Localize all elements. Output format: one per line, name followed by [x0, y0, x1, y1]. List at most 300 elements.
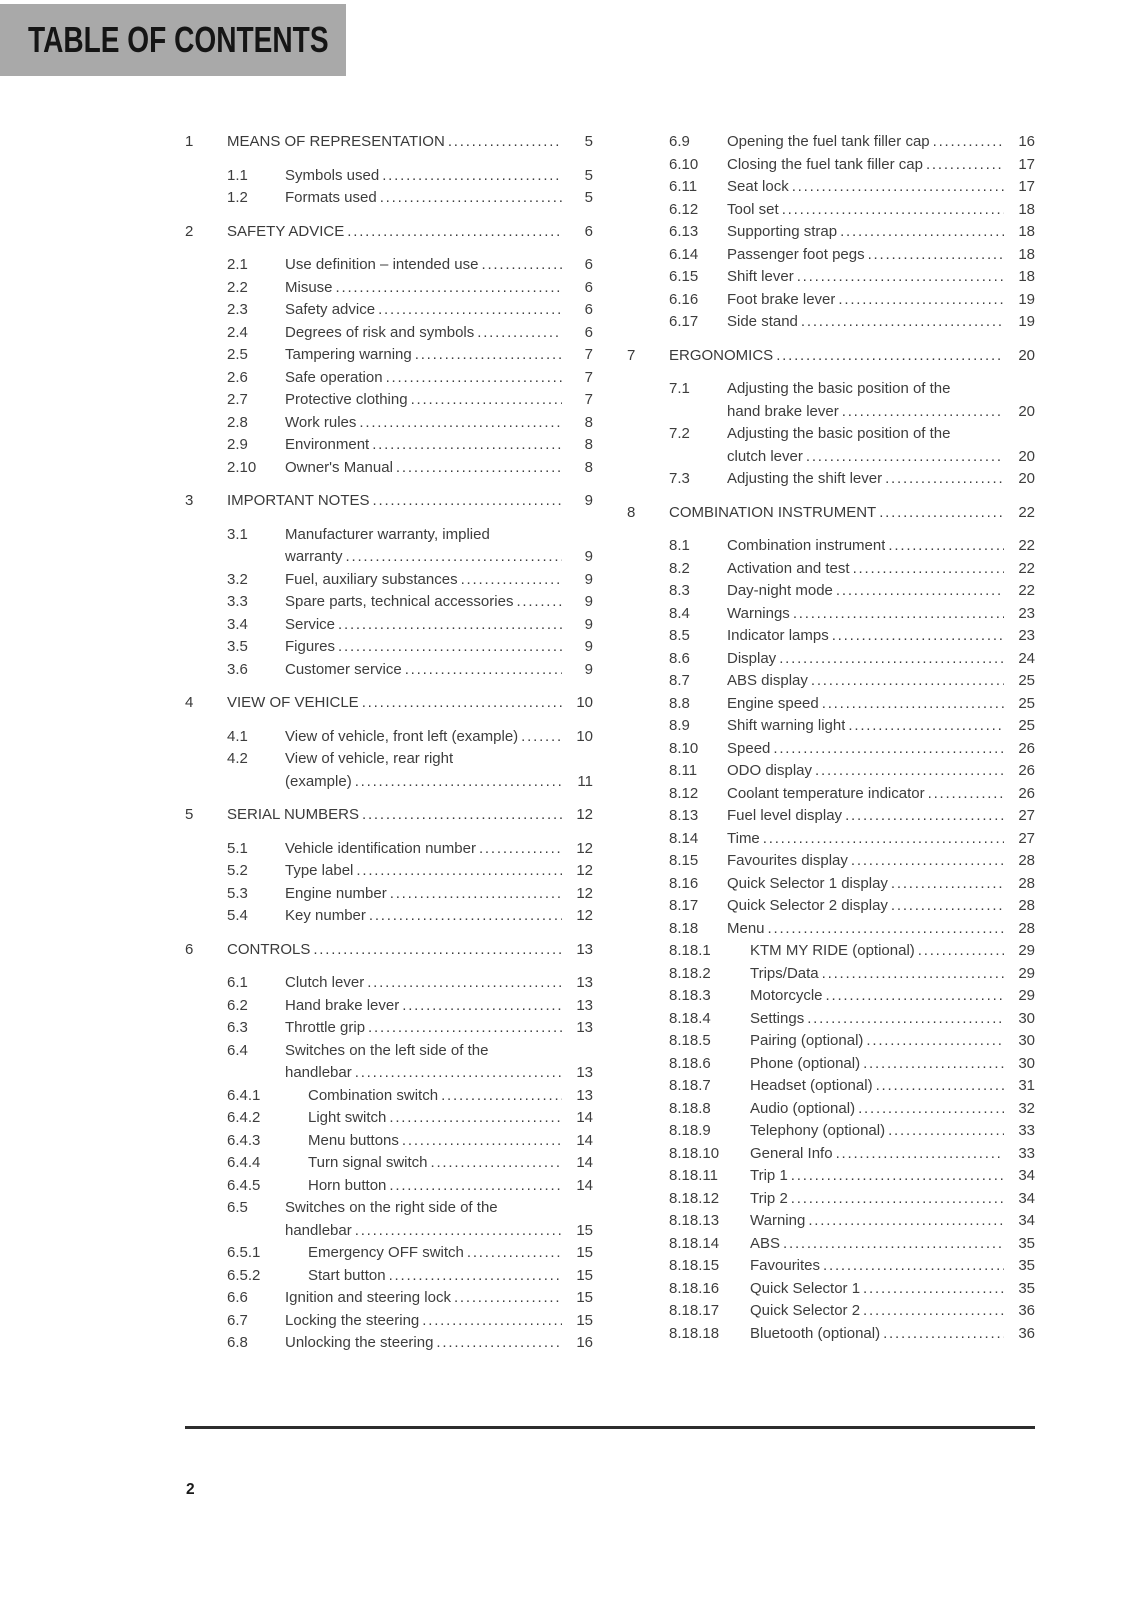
toc-entry-line — [185, 299, 593, 322]
toc-entry-line — [627, 805, 1035, 828]
toc-entry-line — [185, 131, 593, 154]
entry-number: 6.9 — [669, 133, 690, 150]
dot-leader — [415, 344, 562, 367]
entry-title: Degrees of risk and symbols — [285, 323, 475, 341]
dot-leader — [885, 468, 1004, 491]
dot-leader — [891, 895, 1004, 918]
entry-number: 2.8 — [227, 413, 248, 431]
toc-entry-line — [627, 1188, 1035, 1211]
dot-leader — [479, 838, 562, 861]
entry-page: 30 — [1018, 1009, 1035, 1027]
entry-page: 8 — [584, 458, 593, 476]
dot-leader — [346, 546, 562, 569]
entry-number: 8.18.11 — [669, 1167, 718, 1184]
entry-title: Service — [285, 615, 336, 633]
dot-leader — [868, 244, 1004, 267]
toc-entry-line — [185, 165, 593, 188]
entry-title: Time — [727, 829, 760, 847]
entry-number: 6.15 — [669, 268, 699, 285]
entry-title: Manufacturer warranty, implied — [285, 525, 490, 543]
dot-leader — [792, 176, 1004, 199]
dot-leader — [782, 199, 1004, 222]
entry-number: 8.18.17 — [669, 1302, 720, 1319]
entry-number: 8.18.14 — [669, 1234, 720, 1252]
entry-page: 28 — [1018, 852, 1035, 869]
entry-title: Quick Selector 1 display — [727, 874, 888, 892]
dot-leader — [347, 221, 562, 244]
entry-title: Locking the steering — [285, 1311, 420, 1329]
entry-number: 5 — [185, 806, 194, 823]
header-banner — [0, 4, 346, 76]
toc-entry-line — [185, 939, 593, 962]
toc-entry-line — [185, 1130, 593, 1153]
entry-page: 12 — [576, 862, 593, 879]
entry-number: 6.4.3 — [227, 1131, 261, 1149]
entry-number: 2.4 — [227, 323, 248, 341]
entry-title: warranty — [285, 548, 343, 565]
dot-leader — [355, 1062, 562, 1085]
entry-page: 26 — [1018, 784, 1035, 802]
entry-title: Adjusting the shift lever — [727, 470, 883, 487]
entry-number: 8.8 — [669, 694, 690, 712]
entry-number: 6.6 — [227, 1289, 248, 1306]
toc-entry-line — [627, 502, 1035, 525]
entry-number: 5.1 — [227, 839, 248, 857]
entry-page: 34 — [1018, 1189, 1035, 1207]
entry-page: 8 — [584, 436, 593, 453]
entry-title: Opening the fuel tank filler cap — [727, 133, 930, 150]
toc-entry-line — [627, 345, 1035, 368]
entry-page: 13 — [576, 1086, 593, 1104]
entry-page: 12 — [576, 806, 593, 823]
toc-entry-line — [627, 625, 1035, 648]
entry-number: 8.18.15 — [669, 1257, 720, 1274]
entry-title: Clutch lever — [285, 974, 365, 991]
entry-title: Vehicle identification number — [285, 839, 476, 857]
dot-leader — [776, 345, 1004, 368]
entry-number: 8.13 — [669, 807, 699, 824]
toc-entry-line — [185, 1062, 593, 1085]
entry-number: 6.3 — [227, 1019, 248, 1036]
entry-title: Unlocking the steering — [285, 1334, 434, 1351]
entry-page: 19 — [1018, 290, 1035, 308]
dot-leader — [928, 783, 1004, 806]
entry-number: 8.11 — [669, 762, 698, 779]
entry-title: Favourites — [750, 1257, 821, 1274]
entry-number: 6.17 — [669, 313, 699, 330]
entry-title: Safe operation — [285, 368, 383, 386]
entry-page: 33 — [1018, 1144, 1035, 1162]
entry-number: 8.18.2 — [669, 964, 711, 982]
entry-number: 6.4 — [227, 1041, 248, 1059]
dot-leader — [832, 625, 1004, 648]
entry-number: 8.18.16 — [669, 1279, 720, 1297]
entry-number: 7.1 — [669, 380, 690, 397]
entry-number: 8.18.13 — [669, 1212, 720, 1229]
entry-title: Phone (optional) — [750, 1054, 861, 1072]
entry-title: Trip 2 — [750, 1189, 788, 1207]
dot-leader — [836, 580, 1004, 603]
dot-leader — [431, 1152, 563, 1175]
entry-title: handlebar — [285, 1064, 352, 1081]
toc-entry-line — [627, 1255, 1035, 1278]
dot-leader — [402, 1130, 562, 1153]
entry-number: 5.3 — [227, 884, 248, 902]
dot-leader — [863, 1278, 1004, 1301]
entry-number: 8.9 — [669, 717, 690, 734]
entry-title: IMPORTANT NOTES — [227, 492, 370, 509]
dot-leader — [811, 670, 1004, 693]
dot-leader — [368, 1017, 562, 1040]
entry-page: 26 — [1018, 762, 1035, 779]
toc-entry-line — [185, 726, 593, 749]
toc-entry-line — [627, 1030, 1035, 1053]
entry-number: 8.18.18 — [669, 1324, 720, 1342]
entry-number: 3.1 — [227, 525, 248, 543]
entry-number: 6.12 — [669, 200, 699, 218]
entry-title: Start button — [308, 1266, 386, 1284]
toc-entry-line — [627, 401, 1035, 424]
toc-entry-line — [185, 457, 593, 480]
dot-leader — [380, 187, 562, 210]
entry-page: 9 — [584, 570, 593, 588]
entry-page: 24 — [1018, 649, 1035, 667]
footer-page-number: 2 — [186, 1481, 195, 1498]
entry-title: handlebar — [285, 1221, 352, 1239]
entry-page: 25 — [1018, 717, 1035, 734]
entry-number: 2.7 — [227, 391, 248, 408]
entry-page: 16 — [576, 1334, 593, 1351]
dot-leader — [918, 940, 1004, 963]
toc-entry-line — [627, 311, 1035, 334]
entry-title: Misuse — [285, 278, 333, 296]
entry-page: 6 — [584, 256, 593, 273]
entry-number: 6.5.1 — [227, 1244, 261, 1261]
toc-entry-line — [185, 995, 593, 1018]
entry-number: 8.18.6 — [669, 1054, 711, 1072]
toc-entry-line — [185, 1152, 593, 1175]
entry-title: Tampering warning — [285, 346, 412, 363]
toc-entry-line — [185, 1287, 593, 1310]
entry-page: 22 — [1018, 503, 1035, 521]
entry-title: Fuel, auxiliary substances — [285, 570, 458, 588]
entry-number: 8.1 — [669, 537, 690, 554]
toc-entry-line — [185, 434, 593, 457]
entry-page: 5 — [584, 166, 593, 184]
toc-entry-line — [627, 468, 1035, 491]
dot-leader — [806, 446, 1004, 469]
toc-entry-line — [627, 738, 1035, 761]
toc-entry-line — [627, 850, 1035, 873]
dot-leader — [808, 1210, 1004, 1233]
entry-number: 6.2 — [227, 996, 248, 1014]
toc-entry-line — [185, 972, 593, 995]
dot-leader — [481, 254, 562, 277]
entry-title: General Info — [750, 1144, 833, 1162]
dot-leader — [382, 165, 562, 188]
toc-entry-line — [185, 1220, 593, 1243]
toc-entry-line — [185, 804, 593, 827]
dot-leader — [853, 558, 1004, 581]
entry-page: 20 — [1018, 470, 1035, 487]
dot-leader — [338, 636, 562, 659]
entry-page: 6 — [584, 222, 593, 240]
toc-entry-line — [185, 838, 593, 861]
dot-leader — [793, 603, 1004, 626]
entry-title: MEANS OF REPRESENTATION — [227, 133, 445, 150]
dot-leader — [888, 1120, 1004, 1143]
entry-number: 7 — [627, 346, 636, 364]
entry-number: 6.8 — [227, 1334, 248, 1351]
toc-entry-line — [627, 918, 1035, 941]
toc-entry-line — [627, 1075, 1035, 1098]
dot-leader — [822, 693, 1004, 716]
entry-title: Closing the fuel tank filler cap — [727, 155, 923, 173]
entry-number: 7.3 — [669, 470, 690, 487]
dot-leader — [355, 771, 562, 794]
toc-entry-line — [185, 277, 593, 300]
entry-page: 23 — [1018, 604, 1035, 622]
entry-title: Quick Selector 2 — [750, 1302, 861, 1319]
entry-page: 13 — [576, 974, 593, 991]
toc-entry-line — [627, 963, 1035, 986]
entry-title: CONTROLS — [227, 940, 311, 958]
dot-leader — [840, 221, 1004, 244]
toc-entry-line — [627, 176, 1035, 199]
entry-page: 27 — [1018, 829, 1035, 847]
toc-entry-line — [185, 636, 593, 659]
entry-title: KTM MY RIDE (optional) — [750, 942, 915, 959]
entry-page: 29 — [1018, 942, 1035, 959]
entry-number: 4 — [185, 694, 194, 711]
dot-leader — [467, 1242, 562, 1265]
entry-number: 8.18.12 — [669, 1189, 720, 1207]
entry-number: 2.1 — [227, 256, 248, 273]
entry-title: Seat lock — [727, 178, 789, 195]
entry-number: 3.6 — [227, 660, 248, 678]
toc-entry-line — [627, 446, 1035, 469]
entry-title: Ignition and steering lock — [285, 1289, 451, 1306]
dot-leader — [389, 1175, 562, 1198]
dot-leader — [773, 738, 1004, 761]
toc-entry-line — [627, 693, 1035, 716]
table-of-contents — [185, 131, 1035, 1355]
entry-title: Fuel level display — [727, 807, 843, 824]
dot-leader — [386, 367, 562, 390]
toc-entry-line — [627, 1300, 1035, 1323]
dot-leader — [888, 535, 1004, 558]
toc-entry-line — [185, 1310, 593, 1333]
dot-leader — [441, 1085, 562, 1108]
entry-number: 1 — [185, 133, 194, 150]
dot-leader — [851, 850, 1004, 873]
entry-page: 15 — [576, 1244, 593, 1261]
entry-title: Work rules — [285, 413, 357, 431]
dot-leader — [763, 828, 1004, 851]
dot-leader — [521, 726, 562, 749]
entry-title: Indicator lamps — [727, 627, 829, 644]
dot-leader — [836, 1143, 1004, 1166]
entry-page: 12 — [576, 907, 593, 924]
entry-number: 2.5 — [227, 346, 248, 363]
dot-leader — [372, 434, 562, 457]
dot-leader — [783, 1233, 1004, 1256]
entry-page: 5 — [584, 133, 593, 150]
entry-title: Switches on the left side of the — [285, 1041, 489, 1059]
entry-number: 6.16 — [669, 290, 699, 308]
dot-leader — [362, 692, 562, 715]
toc-entry-line — [185, 614, 593, 637]
dot-leader — [891, 873, 1004, 896]
dot-leader — [355, 1220, 562, 1243]
entry-title: (example) — [285, 772, 352, 790]
entry-title: Warning — [750, 1212, 806, 1229]
toc-entry-line — [185, 1265, 593, 1288]
entry-page: 28 — [1018, 919, 1035, 937]
toc-entry-line — [627, 670, 1035, 693]
entry-page: 16 — [1018, 133, 1035, 150]
entry-title: Headset (optional) — [750, 1077, 873, 1094]
entry-number: 1.2 — [227, 189, 248, 206]
entry-page: 7 — [584, 368, 593, 386]
dot-leader — [876, 1075, 1004, 1098]
entry-title: Motorcycle — [750, 987, 823, 1004]
dot-leader — [858, 1098, 1004, 1121]
entry-title: Formats used — [285, 189, 377, 206]
entry-page: 5 — [584, 189, 593, 206]
entry-title: View of vehicle, rear right — [285, 750, 454, 767]
entry-number: 6.4.5 — [227, 1176, 261, 1194]
entry-number: 8.5 — [669, 627, 690, 644]
entry-title: Bluetooth (optional) — [750, 1324, 881, 1342]
dot-leader — [791, 1188, 1004, 1211]
toc-entry-line — [627, 873, 1035, 896]
dot-leader — [402, 995, 562, 1018]
entry-page: 10 — [576, 694, 593, 711]
dot-leader — [933, 131, 1004, 154]
entry-title: Switches on the right side of the — [285, 1199, 498, 1216]
entry-page: 9 — [584, 638, 593, 655]
entry-number: 3.5 — [227, 638, 248, 655]
toc-entry-line — [185, 1197, 593, 1220]
entry-page: 26 — [1018, 739, 1035, 757]
entry-title: Trip 1 — [750, 1167, 788, 1184]
toc-entry-line — [627, 154, 1035, 177]
toc-entry-line — [185, 1332, 593, 1355]
toc-column-left — [185, 131, 593, 1355]
dot-leader — [516, 591, 562, 614]
entry-number: 3.2 — [227, 570, 248, 588]
toc-entry-line — [627, 266, 1035, 289]
entry-number: 8.18.3 — [669, 987, 711, 1004]
dot-leader — [926, 154, 1004, 177]
toc-entry-line — [185, 1107, 593, 1130]
entry-page: 9 — [584, 593, 593, 610]
entry-title: Tool set — [727, 200, 779, 218]
entry-page: 18 — [1018, 245, 1035, 263]
entry-page: 18 — [1018, 200, 1035, 218]
toc-entry-line — [627, 648, 1035, 671]
entry-number: 6.13 — [669, 223, 699, 240]
dot-leader — [838, 289, 1004, 312]
toc-entry-line — [627, 1053, 1035, 1076]
entry-page: 27 — [1018, 807, 1035, 824]
toc-entry-line — [627, 535, 1035, 558]
toc-entry-line — [627, 940, 1035, 963]
entry-page: 13 — [576, 996, 593, 1014]
entry-number: 2.10 — [227, 458, 257, 476]
entry-title: Spare parts, technical accessories — [285, 593, 514, 610]
entry-title: Quick Selector 1 — [750, 1279, 861, 1297]
entry-page: 22 — [1018, 559, 1035, 577]
entry-number: 8.18.5 — [669, 1032, 711, 1049]
entry-page: 22 — [1018, 537, 1035, 554]
entry-title: Supporting strap — [727, 223, 838, 240]
entry-page: 20 — [1018, 346, 1035, 364]
entry-title: Combination switch — [308, 1086, 439, 1104]
entry-page: 32 — [1018, 1099, 1035, 1117]
toc-entry-line — [185, 1085, 593, 1108]
toc-entry-line — [627, 828, 1035, 851]
entry-page: 23 — [1018, 627, 1035, 644]
entry-title: Adjusting the basic position of the — [727, 380, 951, 397]
entry-title: Safety advice — [285, 301, 376, 318]
entry-number: 2 — [185, 222, 194, 240]
entry-title: Adjusting the basic position of the — [727, 425, 951, 442]
dot-leader — [336, 277, 562, 300]
dot-leader — [879, 502, 1004, 525]
toc-entry-line — [627, 1165, 1035, 1188]
entry-title: Engine speed — [727, 694, 819, 712]
dot-leader — [422, 1310, 562, 1333]
entry-page: 13 — [576, 1019, 593, 1036]
entry-page: 18 — [1018, 268, 1035, 285]
entry-page: 28 — [1018, 874, 1035, 892]
toc-entry-line — [185, 254, 593, 277]
entry-page: 12 — [576, 884, 593, 902]
entry-number: 2.3 — [227, 301, 248, 318]
dot-leader — [477, 322, 562, 345]
entry-page: 12 — [576, 839, 593, 857]
entry-page: 33 — [1018, 1122, 1035, 1139]
dot-leader — [359, 412, 562, 435]
toc-entry-line — [185, 367, 593, 390]
toc-entry-line — [185, 187, 593, 210]
entry-page: 15 — [576, 1221, 593, 1239]
toc-entry-line — [627, 895, 1035, 918]
entry-page: 10 — [576, 727, 593, 745]
dot-leader — [779, 648, 1004, 671]
entry-number: 8.18.9 — [669, 1122, 711, 1139]
entry-page: 36 — [1018, 1302, 1035, 1319]
toc-entry-line — [627, 985, 1035, 1008]
entry-number: 7.2 — [669, 425, 690, 442]
entry-page: 9 — [584, 492, 593, 509]
entry-page: 13 — [576, 940, 593, 958]
dot-leader — [883, 1323, 1004, 1346]
entry-page: 35 — [1018, 1234, 1035, 1252]
entry-page: 11 — [577, 772, 593, 790]
entry-title: SERIAL NUMBERS — [227, 806, 359, 823]
entry-title: hand brake lever — [727, 402, 839, 420]
dot-leader — [389, 1265, 562, 1288]
toc-entry-line — [185, 221, 593, 244]
toc-entry-line — [185, 1017, 593, 1040]
toc-entry-line — [185, 659, 593, 682]
entry-number: 8.7 — [669, 672, 690, 689]
dot-leader — [390, 883, 562, 906]
entry-number: 6 — [185, 940, 194, 958]
